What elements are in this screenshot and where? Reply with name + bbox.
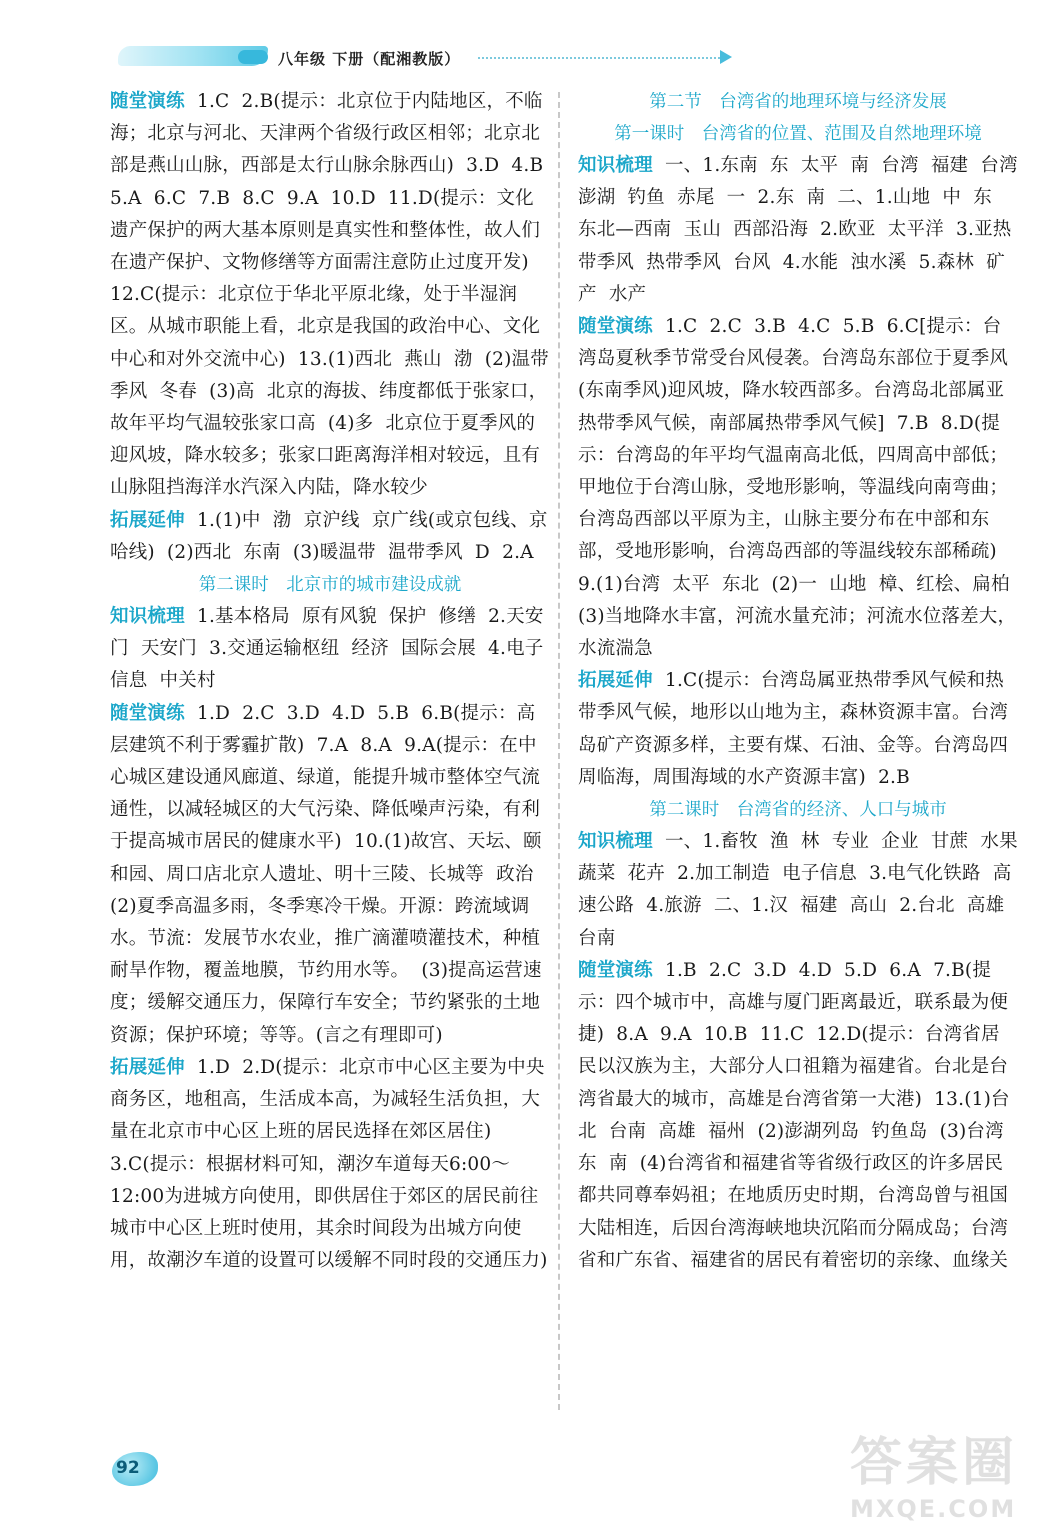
section-label: 随堂演练 [110, 702, 185, 724]
answer-text: 1.C 2.B(提示：北京位于内陆地区，不临海；北京与河北、天津两个省级行政区相邻；北京北部是燕山山脉，西部是太行山脉余脉西山) 3.D 4.B 5.A 6.C 7.B 8.C 9.A 10.D 11.D(提示：文化遗产保护的两大基本原则是真实性和整体性，故人们在遗产保护、文物修缮等方面需注意防止过度开发) 12.C(提示：北京位于华北平原北缘，处于半湿润区。从城市职能上看，北京是我国的政治中心、文化中心和对外交流中心) 13.(1)西北 燕山 渤 (2)温带季风 冬春 (3)高 北京的海拔、纬度都低于张家口，故年平均气温较张家口高 (4)多 北京位于夏季风的迎风坡，降水较多；张家口距离海洋相对较远，且有山脉阻挡海洋水汽深入内陆，降水较少 [110, 91, 556, 499]
answer-text: 1.C(提示：台湾岛属亚热带季风气候和热带季风气候，地形以山地为主，森林资源丰富。台湾岛矿产资源多样，主要有煤、石油、金等。台湾岛四周临海，周围海域的水产资源丰富) 2.B [578, 670, 1009, 788]
answer-text: 1.D 2.C 3.D 4.D 5.B 6.B(提示：高层建筑不利于雾霾扩散) 7.A 8.A 9.A(提示：在中心城区建设通风廊道、绿道，能提升城市整体空气流通性，以减轻城区的大气污染、降低噪声污染，有利于提高城市居民的健康水平) 10.(1)故宫、天坛、颐和园、周口店北京人遗址、明十三陵、长城等 政治 (2)夏季高温多雨，冬季寒冷干燥。开源：跨流域调水。节流：发展节水农业，推广滴灌喷灌技术，种植耐旱作物，覆盖地膜，节约用水等。 (3)提高运营速度；缓解交通压力，保障行车安全；节约紧张的土地资源；保护环境；等等。(言之有理即可) [110, 702, 546, 1046]
section-label: 拓展延伸 [578, 670, 653, 692]
header-dotted-line [478, 57, 728, 59]
section-label: 知识梳理 [578, 831, 653, 853]
answer-text: 一、1.东南 东 太平 南 台湾 福建 台湾 澎湖 钓鱼 赤尾 一 2.东 南 二、1.山地 中 东 东北—西南 玉山 西部沿海 2.欧亚 太平洋 3.亚热带季风 热带季风 台风 4.水能 浊水溪 5.森林 矿产 水产 [578, 155, 1030, 305]
watermark-logo [850, 1420, 1040, 1523]
answer-block [578, 955, 1018, 1277]
watermark-text-bottom: MXQE.COM [850, 1495, 1017, 1523]
right-column [578, 86, 1030, 1277]
answer-text: 1.B 2.C 3.D 4.D 5.D 6.A 7.B(提示：四个城市中，高雄与厦门距离最近，联系最为便捷) 8.A 9.A 10.B 11.C 12.D(提示：台湾省居民以汉族为主，大部分人口祖籍为福建省。台北是台湾省最大的城市，高雄是台湾省第一大港) 13.(1)台北 台南 高雄 福州 (2)澎湖列岛 钓鱼岛 (3)台湾 东 南 (4)台湾省和福建省等省级行政区的许多居民都共同尊奉妈祖；在地质历史时期，台湾岛曾与祖国大陆相连，后因台湾海峡地块沉陷而分隔成岛；台湾省和广东省、福建省的居民有着密切的亲缘、血缘关 [578, 959, 1016, 1271]
section-label: 随堂演练 [578, 959, 653, 981]
answer-text: 1.D 2.D(提示：北京市中心区主要为中央商务区，地租高，生活成本高，为减轻生活负担，大量在北京市中心区上班的居民选择在郊区居住) 3.C(提示：根据材料可知，潮汐车道每天6:00～12:00为进城方向使用，即供居住于郊区的居民前往城市中心区上班时使用，其余时间段为出城方向使用，故潮汐车道的设置可以缓解不同时段的交通压力) [110, 1056, 548, 1272]
lesson-heading: 第二课时 北京市的城市建设成就 [198, 575, 462, 596]
header-badge-icon [238, 50, 268, 64]
answer-block [110, 505, 550, 569]
lesson-heading: 第二课时 台湾省的经济、人口与城市 [649, 800, 947, 821]
section-heading: 第二节 台湾省的地理环境与经济发展 [649, 92, 947, 112]
left-column [110, 86, 556, 1277]
page-footer [110, 1450, 170, 1490]
section-label: 随堂演练 [578, 316, 653, 338]
header-title: 八年级 下册（配湘教版） [278, 50, 461, 68]
page-header [110, 38, 750, 78]
answer-block [578, 311, 1022, 665]
answer-block [110, 698, 550, 1052]
watermark-text-top: 答案圈 [850, 1432, 1019, 1493]
section-label: 知识梳理 [110, 606, 185, 628]
answer-block [110, 601, 556, 698]
lesson-heading: 第一课时 台湾省的位置、范围及自然地理环境 [614, 124, 982, 144]
answer-block [578, 826, 1030, 955]
section-label: 拓展延伸 [110, 509, 185, 531]
answer-text: 1.C 2.C 3.B 4.C 5.B 6.C[提示：台湾岛夏秋季节常受台风侵袭。台湾岛东部位于夏季风(东南季风)迎风坡，降水较西部多。台湾岛北部属亚热带季风气候，南部属热带季风气候] 7.B 8.D(提示：台湾岛的年平均气温南高北低，四周高中部低；甲地位于台湾山脉，受地形影响，等温线向南弯曲；台湾岛西部以平原为主，山脉主要分布在中部和东部，受地形影响，台湾岛西部的等温线较东部稀疏) 9.(1)台湾 太平 东北 (2)一 山地 樟、红桧、扁柏 (3)当地降水丰富，河流水量充沛；河流水位落差大，水流湍急 [578, 316, 1022, 660]
page-number: 92 [116, 1458, 140, 1478]
section-label: 拓展延伸 [110, 1056, 185, 1078]
answer-block [578, 665, 1018, 794]
answer-block [110, 1052, 550, 1277]
answer-text: 1.(1)中 渤 京沪线 京广线(或京包线、京哈线) (2)西北 东南 (3)暖温带 温带季风 D 2.A [110, 509, 548, 563]
answer-text: 一、1.畜牧 渔 林 专业 企业 甘蔗 水果 蔬菜 花卉 2.加工制造 电子信息 3.电气化铁路 高速公路 4.旅游 二、1.汉 福建 高山 2.台北 高雄 台南 [578, 831, 1030, 949]
answer-block [578, 150, 1030, 311]
answer-block [110, 86, 556, 505]
arrow-right-icon [720, 50, 732, 64]
answer-text: 1.基本格局 原有风貌 保护 修缮 2.天安门 天安门 3.交通运输枢纽 经济 国际会展 4.电子 信息 中关村 [110, 606, 556, 692]
column-divider [558, 92, 560, 1410]
section-label: 知识梳理 [578, 155, 653, 176]
section-label: 随堂演练 [110, 91, 185, 112]
